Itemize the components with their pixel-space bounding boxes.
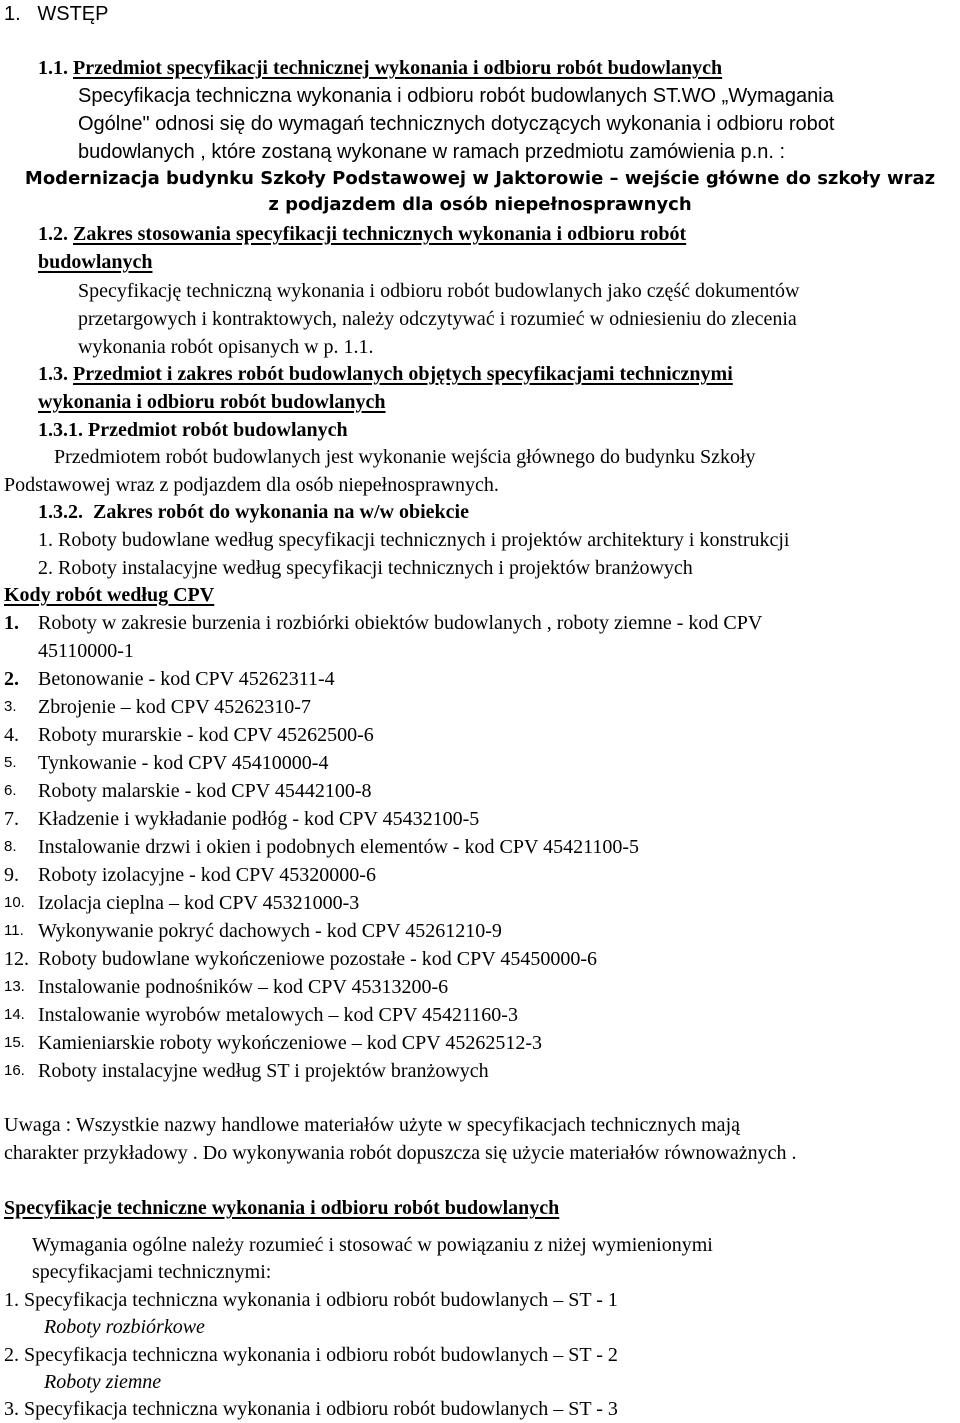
- paragraph-line: Ogólne" odnosi się do wymagań technicznych dotyczących wykonania i odbioru robot: [78, 113, 835, 135]
- cpv-item-text: Instalowanie wyrobów metalowych – kod CPV 45421160-3: [38, 1004, 518, 1026]
- note-line: Uwaga : Wszystkie nazwy handlowe materiałów użyte w specyfikacjach technicznych mają: [4, 1114, 740, 1136]
- cpv-item-number: 10.: [4, 894, 25, 911]
- section-1-3-heading: [38, 364, 733, 384]
- spec-item-subtitle: Roboty rozbiórkowe: [44, 1316, 205, 1338]
- cpv-item-text: Tynkowanie - kod CPV 45410000-4: [38, 752, 329, 774]
- section-1-3-1-heading: [38, 420, 348, 440]
- cpv-item-number: 3.: [4, 698, 17, 715]
- paragraph-line: Specyfikację techniczną wykonania i odbioru robót budowlanych jako część dokumentów: [78, 280, 800, 302]
- section-title: Przedmiot robót budowlanych: [88, 419, 348, 441]
- cpv-title: Kody robót według CPV: [4, 584, 215, 606]
- section-title: WSTĘP: [37, 3, 109, 25]
- paragraph-line: Podstawowej wraz z podjazdem dla osób niepełnosprawnych.: [4, 474, 499, 496]
- cpv-item-number: 11.: [4, 922, 24, 939]
- cpv-item-text: Izolacja cieplna – kod CPV 45321000-3: [38, 892, 360, 914]
- project-title: z podjazdem dla osób niepełnosprawnych: [268, 194, 692, 215]
- cpv-item-text: 45110000-1: [38, 640, 134, 662]
- cpv-item-text: Roboty w zakresie burzenia i rozbiórki obiektów budowlanych , roboty ziemne - kod CPV: [38, 612, 763, 634]
- cpv-item-number: 4.: [4, 724, 19, 746]
- cpv-item-number: 1.: [4, 612, 19, 634]
- section-title-continued: budowlanych: [38, 251, 153, 273]
- spec-title: Specyfikacje techniczne wykonania i odbioru robót budowlanych: [4, 1197, 560, 1219]
- section-title: Przedmiot specyfikacji technicznej wykonania i odbioru robót budowlanych: [73, 57, 723, 79]
- spec-intro-line: specyfikacjami technicznymi:: [32, 1261, 272, 1283]
- cpv-item-number: 8.: [4, 838, 17, 855]
- cpv-item-text: Roboty budowlane wykończeniowe pozostałe - kod CPV 45450000-6: [38, 948, 597, 970]
- cpv-item-text: Betonowanie - kod CPV 45262311-4: [38, 668, 335, 690]
- cpv-item-number: 7.: [4, 808, 19, 830]
- cpv-item-number: 14.: [4, 1006, 25, 1023]
- paragraph-line: przetargowych i kontraktowych, należy odczytywać i rozumieć w odniesieniu do zlecenia: [78, 308, 797, 330]
- cpv-item-text: Zbrojenie – kod CPV 45262310-7: [38, 696, 311, 718]
- section-title-continued: wykonania i odbioru robót budowlanych: [38, 391, 386, 413]
- note-line: charakter przykładowy . Do wykonywania robót dopuszcza się użycie materiałów równoważnych .: [4, 1142, 797, 1164]
- cpv-item-number: 13.: [4, 978, 25, 995]
- scope-item: 2. Roboty instalacyjne według specyfikacji technicznych i projektów branżowych: [38, 557, 693, 579]
- cpv-item-number: 16.: [4, 1062, 25, 1079]
- section-number: 1.3.1.: [38, 419, 83, 441]
- cpv-item-text: Roboty izolacyjne - kod CPV 45320000-6: [38, 864, 376, 886]
- section-number: 1.: [4, 3, 21, 25]
- spec-item-subtitle: Roboty ziemne: [44, 1371, 162, 1393]
- section-number: 1.3.2.: [38, 501, 83, 523]
- spec-intro-line: Wymagania ogólne należy rozumieć i stosować w powiązaniu z niżej wymienionymi: [32, 1234, 713, 1256]
- cpv-item-text: Instalowanie podnośników – kod CPV 45313200-6: [38, 976, 449, 998]
- section-number: 1.3.: [38, 363, 68, 385]
- cpv-item-text: Roboty murarskie - kod CPV 45262500-6: [38, 724, 374, 746]
- spec-item: 2. Specyfikacja techniczna wykonania i odbioru robót budowlanych – ST - 2: [4, 1344, 618, 1366]
- cpv-item-number: 5.: [4, 754, 17, 771]
- cpv-item-text: Kamieniarskie roboty wykończeniowe – kod CPV 45262512-3: [38, 1032, 542, 1054]
- cpv-item-text: Kładzenie i wykładanie podłóg - kod CPV 45432100-5: [38, 808, 480, 830]
- cpv-item-number: 2.: [4, 668, 19, 690]
- paragraph-line: Specyfikacja techniczna wykonania i odbioru robót budowlanych ST.WO „Wymagania: [78, 85, 834, 107]
- paragraph-line: budowlanych , które zostaną wykonane w ramach przedmiotu zamówienia p.n. :: [78, 141, 786, 163]
- section-title: Zakres stosowania specyfikacji technicznych wykonania i odbioru robót: [73, 223, 687, 245]
- section-1-2-heading: [38, 224, 686, 244]
- section-number: 1.1.: [38, 57, 68, 79]
- section-title: Zakres robót do wykonania na w/w obiekcie: [93, 501, 469, 523]
- paragraph-line: Przedmiotem robót budowlanych jest wykonanie wejścia głównego do budynku Szkoły: [54, 446, 756, 468]
- spec-item: 1. Specyfikacja techniczna wykonania i odbioru robót budowlanych – ST - 1: [4, 1289, 618, 1311]
- section-1-3-2-heading: [38, 502, 469, 522]
- project-title: Modernizacja budynku Szkoły Podstawowej w Jaktorowie – wejście główne do szkoły wraz: [24, 168, 936, 189]
- scope-item: 1. Roboty budowlane według specyfikacji technicznych i projektów architektury i konstrukcji: [38, 529, 790, 551]
- cpv-item-text: Instalowanie drzwi i okien i podobnych elementów - kod CPV 45421100-5: [38, 836, 640, 858]
- cpv-item-number: 12.: [4, 948, 29, 970]
- section-1-heading: [4, 4, 108, 24]
- cpv-item-number: 15.: [4, 1034, 25, 1051]
- section-number: 1.2.: [38, 223, 68, 245]
- section-title: Przedmiot i zakres robót budowlanych objętych specyfikacjami technicznymi: [73, 363, 733, 385]
- cpv-item-number: 9.: [4, 864, 19, 886]
- spec-item: 3. Specyfikacja techniczna wykonania i odbioru robót budowlanych – ST - 3: [4, 1398, 618, 1420]
- paragraph-line: wykonania robót opisanych w p. 1.1.: [78, 336, 374, 358]
- cpv-item-text: Wykonywanie pokryć dachowych - kod CPV 45261210-9: [38, 920, 502, 942]
- cpv-item-number: 6.: [4, 782, 17, 799]
- section-1-1-heading: [38, 58, 722, 78]
- cpv-item-text: Roboty malarskie - kod CPV 45442100-8: [38, 780, 372, 802]
- cpv-item-text: Roboty instalacyjne według ST i projektów branżowych: [38, 1060, 489, 1082]
